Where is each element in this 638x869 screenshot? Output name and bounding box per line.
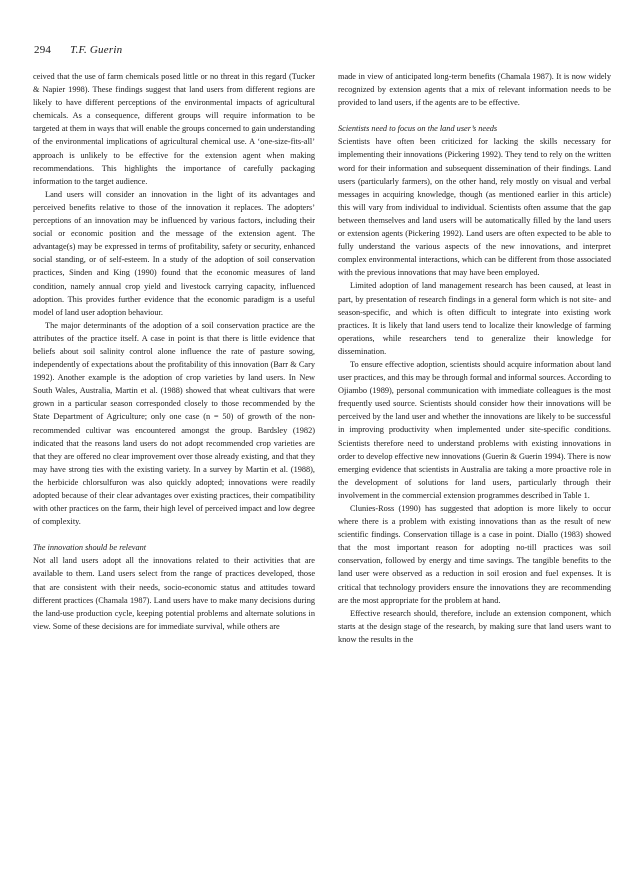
right-column — [338, 70, 611, 646]
paragraph: The major determinants of the adoption of a soil conservation practice are the attributes of the practice itself. A case in point is that there is little evidence that beliefs about soil salinity control alone influence the rate of pasture sowing, independently of expectations about the profitability of this innovation (Barr & Cary 1992). Another example is the adoption of crop varieties by land users. In New South Wales, Australia, Martin et al. (1988) showed that wheat cultivars that were grown in a particular season corresponded closely to those recommended by the State Department of Agriculture; only one case (n = 50) of growth of the non-recommended cultivar was encountered amongst the group. Bardsley (1982) indicated that the reasons land users do not adopt recommended crop varieties are that they are offered no clear improvement over those already existing, and that they may have strong ties with the existing variety. In a survey by Martin et al. (1988), the herbicide chlorsulfuron was also quickly adopted; innovations were readily adopted because of their clear advantages over existing practices, their compatibility with other practices on the farm, their high level of perceived impact and low degree of complexity. — [33, 320, 315, 527]
left-column — [33, 70, 315, 633]
paragraph: Land users will consider an innovation in the light of its advantages and perceived benefits relative to those of the innovation it replaces. The adopters’ perceptions of an innovation may be influenced by various factors, including their social or economic position and the message of the extension agent. The advantage(s) may be expressed in terms of profitability, safety or security, enhanced social standing, or of self-esteem. In a study of the adoption of soil conservation practices, Sinden and King (1990) found that the economic measures of land condition, namely annual crop yield and livestock carrying capacity, influenced adoption. This provides further evidence that the economic paradigm is a useful model of land user adoption behaviour. — [33, 189, 315, 317]
page-number: 294 — [34, 44, 52, 56]
paragraph: Not all land users adopt all the innovations related to their activities that are available to them. Land users select from the range of practices developed, those that are consistent with their needs, socio-economic status and attitudes toward different practices (Chamala 1987). Land users have to make many decisions during the land-use production cycle, keeping potential problems and alternate solutions in view. Some of these decisions are for immediate survival, while others are — [33, 556, 315, 631]
running-header — [34, 44, 122, 56]
section-heading: Scientists need to focus on the land user’s needs — [338, 124, 498, 134]
paragraph: Effective research should, therefore, include an extension component, which starts at the design stage of the research, by making sure that land users want to know the results in the — [338, 608, 611, 644]
paragraph: To ensure effective adoption, scientists should acquire information about land user practices, and this may be through formal and informal sources. According to Ojiambo (1989), personal communication with immediate colleagues is the most frequently used source. Scientists should consider how their innovations will be perceived by the land user and whether the innovations are likely to be successful in improving productivity when implemented under site-specific conditions. Scientists therefore need to understand problems with existing innovations in order to develop effective new innovations (Guerin & Guerin 1994). There is now emerging evidence that scientists in Australia are taking a more proactive role in the development of solutions for land users, particularly through their involvement in the commercial extension programmes described in Table 1. — [338, 359, 611, 500]
paragraph: made in view of anticipated long-term benefits (Chamala 1987). It is now widely recognized by extension agents that a mix of relevant information needs to be provided to land users, if the agents are to be effective. — [338, 72, 611, 108]
paragraph: Scientists have often been criticized for lacking the skills necessary for implementing their innovations (Pickering 1992). They tend to rely on the written word for their information and subsequent dissemination of their findings. Land users (particularly farmers), on the other hand, rely mostly on visual and verbal messages in acquiring knowledge, though (as mentioned earlier in this article) this will vary from individual to individual. Scientists often assume that the gap between themselves and land users will be automatically filled by the land users or extension agents (Pickering 1992). Land users are often expected to be able to fully understand the various aspects of the new innovations, and interpret complex environmental interactions, which can be different from those associated with the previous innovations that may have been employed. — [338, 137, 611, 278]
paragraph: ceived that the use of farm chemicals posed little or no threat in this regard (Tucker & Napier 1998). These findings suggest that land users from different regions are likely to have different perceptions of the environmental impacts of agricultural chemicals. As a consequence, different groups will require information to be targeted at them in ways that will enable the groups concerned to gain understanding of the environmental implications of agricultural chemical use. A ‘one-size-fits-all’ approach is unlikely to be effective for the extension agent when making recommendations. This highlights the importance of carefully packaging information to the target audience. — [33, 72, 315, 186]
section-heading: The innovation should be relevant — [33, 543, 147, 553]
paragraph: Limited adoption of land management research has been caused, at least in part, by presentation of research findings in a general form which is not site- and season-specific, and which is often difficult to integrate into existing work practices. It is likely that land users tend to localize their knowledge of farming operations, while researchers tend to generalize their knowledge for dissemination. — [338, 281, 611, 356]
paragraph: Clunies-Ross (1990) has suggested that adoption is more likely to occur where there is a problem with existing innovations than as the result of new scientific findings. Conservation tillage is a case in point. Diallo (1983) showed that the most important reason for adopting no-till practices was soil conservation, followed by energy and time savings. The tangible benefits to the land user were observed as a reduction in soil erosion and fuel expenses. It is critical that technology providers ensure the innovations they are recommending are the most appropriate for the problem at hand. — [338, 504, 611, 605]
running-author: T.F. Guerin — [70, 44, 123, 56]
